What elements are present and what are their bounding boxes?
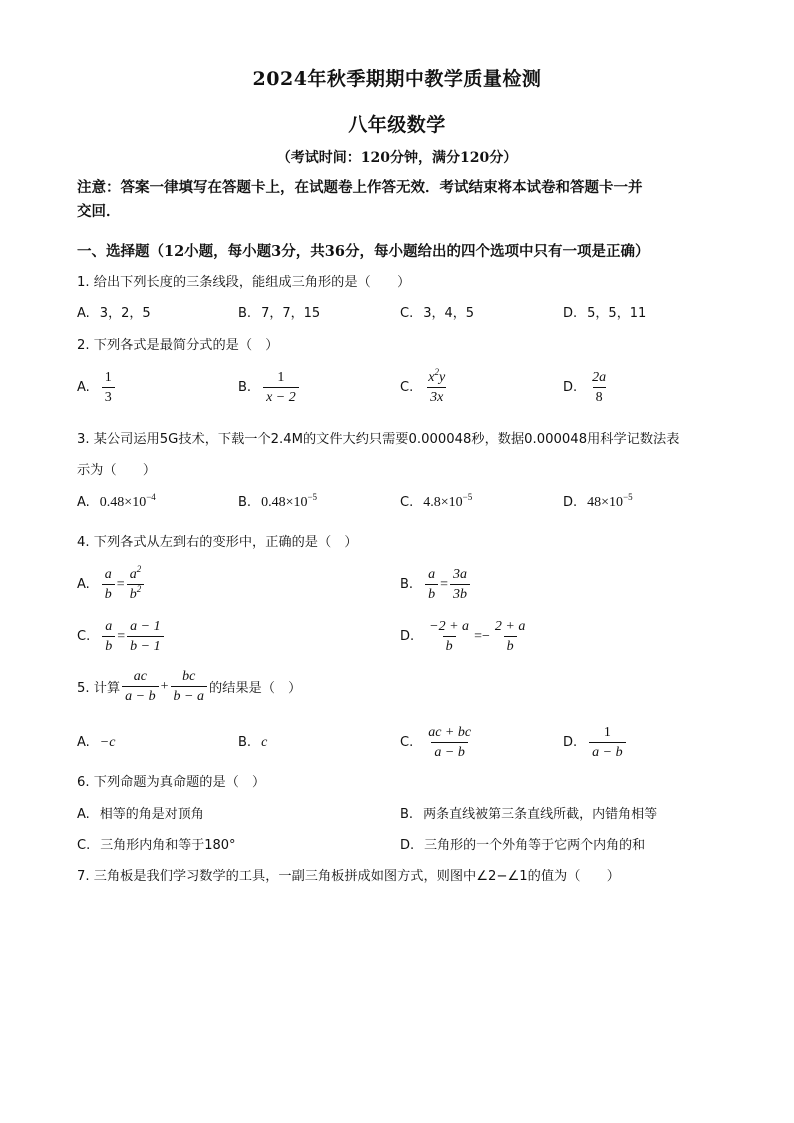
numerator: a: [105, 619, 113, 634]
fraction: [450, 566, 470, 603]
denominator: [127, 584, 145, 603]
exponent: −5: [462, 492, 473, 502]
denominator: b − a: [171, 686, 207, 705]
option-text: 三角形的一个外角等于它两个内角的和: [424, 838, 646, 853]
numerator: ac + bc: [428, 725, 472, 740]
section-heading: 一、选择题（12小题，每小题3分，共36分，每小题给出的四个选项中只有一项是正确）: [77, 243, 650, 260]
option-text: 3，2，5: [99, 306, 151, 321]
q5-option-a[interactable]: [77, 735, 115, 751]
plus-sign: +: [160, 678, 169, 694]
question-5-stem: [77, 668, 301, 705]
denominator: a − b: [122, 686, 158, 705]
fraction: [425, 724, 474, 761]
exponent: −5: [623, 492, 633, 502]
numerator: 3a: [452, 567, 467, 582]
fraction: [102, 369, 115, 406]
option-label: C.: [77, 838, 91, 853]
denominator: b − 1: [127, 636, 163, 655]
equals-sign: =: [117, 628, 126, 644]
q3-option-b[interactable]: [238, 492, 318, 511]
question-3-stem-line-2: 示为（ ）: [77, 463, 157, 478]
option-label: A.: [77, 495, 90, 510]
option-label: D.: [563, 306, 578, 321]
denominator: 3x: [427, 387, 446, 406]
equals-sign: =: [440, 576, 448, 592]
q3-option-d[interactable]: [563, 492, 633, 511]
fraction: [102, 618, 115, 655]
equals-sign: =: [474, 628, 482, 644]
q4-option-a[interactable]: [77, 566, 146, 603]
numerator: 1: [603, 725, 611, 740]
option-label: A.: [77, 380, 90, 395]
q1-option-c[interactable]: [400, 302, 474, 321]
stem-prefix: 5. 计算: [77, 681, 121, 696]
q1-option-d[interactable]: [563, 302, 646, 321]
base: b: [129, 587, 137, 602]
exponent: 2: [434, 367, 439, 377]
option-label: B.: [238, 735, 252, 750]
q6-option-b[interactable]: [400, 803, 657, 822]
fraction: [102, 566, 115, 603]
numerator: 1: [104, 370, 112, 385]
sci-notation: [587, 492, 633, 510]
sci-notation: [99, 492, 156, 510]
numerator: 2 + a: [494, 619, 526, 634]
option-label: D.: [563, 735, 578, 750]
option-label: B.: [238, 380, 252, 395]
numerator: [425, 369, 448, 387]
exponent: 2: [136, 564, 142, 574]
fraction: [425, 369, 448, 406]
numerator: 2a: [592, 370, 607, 385]
option-label: B.: [400, 577, 414, 592]
option-label: B.: [400, 807, 414, 822]
option-text: 5，5，11: [587, 306, 647, 321]
option-label: C.: [400, 306, 414, 321]
numerator: a: [428, 567, 436, 582]
option-text: 两条直线被第三条直线所截，内错角相等: [423, 807, 658, 822]
q5-option-b[interactable]: [238, 735, 267, 751]
option-label: A.: [77, 735, 90, 750]
denominator: b: [425, 584, 438, 603]
option-label: C.: [77, 629, 91, 644]
sci-notation: [261, 492, 318, 510]
variable: y: [438, 370, 446, 385]
option-expression: c: [261, 735, 268, 750]
q4-option-c[interactable]: [77, 618, 166, 655]
stem-suffix: 的结果是（ ）: [208, 681, 302, 696]
denominator: a − b: [589, 742, 625, 761]
numerator: ac: [133, 669, 147, 684]
base: 0.48×10: [99, 495, 147, 510]
option-label: A.: [77, 577, 90, 592]
option-text: 7，7，15: [261, 306, 321, 321]
fraction: [263, 369, 299, 406]
base: a: [129, 567, 137, 582]
fraction: [122, 668, 158, 705]
notice-line-1: 注意：答案一律填写在答题卡上，在试题卷上作答无效．考试结束将本试卷和答题卡一并: [77, 179, 643, 196]
option-label: B.: [238, 495, 252, 510]
question-2-stem: 2. 下列各式是最简分式的是（ ）: [77, 338, 279, 353]
numerator: [127, 566, 145, 584]
option-label: D.: [563, 495, 578, 510]
question-3-stem-line-1: 3. 某公司运用5G技术，下载一个2.4M的文件大约只需要0.000048秒，数据0.000048用科学记数法表: [77, 432, 680, 447]
question-1-stem: 1. 给出下列长度的三条线段，能组成三角形的是（ ）: [77, 275, 411, 290]
base: x: [428, 370, 435, 385]
question-7-stem: 7. 三角板是我们学习数学的工具，一副三角板拼成如图方式，则图中∠2−∠1的值为（ ）: [77, 869, 620, 884]
fraction: [425, 566, 438, 603]
option-label: B.: [238, 306, 252, 321]
option-label: A.: [77, 306, 90, 321]
question-4-stem: 4. 下列各式从左到右的变形中，正确的是（ ）: [77, 535, 358, 550]
numerator: a − 1: [130, 619, 161, 634]
sci-notation: [423, 492, 473, 510]
numerator: 1: [277, 370, 285, 385]
option-label: A.: [77, 807, 90, 822]
base: 0.48×10: [261, 495, 308, 510]
q3-option-a[interactable]: [77, 492, 156, 511]
notice: [77, 176, 717, 224]
fraction: [127, 618, 163, 655]
fraction: [589, 369, 609, 406]
denominator: a − b: [431, 742, 467, 761]
denominator: 8: [593, 387, 606, 406]
option-text: 相等的角是对顶角: [99, 807, 204, 822]
q2-option-a[interactable]: [77, 369, 117, 406]
fraction: [589, 724, 625, 761]
base: 4.8×10: [423, 495, 463, 510]
option-text: 三角形内角和等于180°: [100, 838, 236, 853]
q1-option-b[interactable]: [238, 302, 320, 321]
equals-sign: =: [116, 576, 125, 592]
q3-option-c[interactable]: [400, 492, 473, 511]
fraction: [426, 618, 472, 655]
q2-option-b[interactable]: [238, 369, 301, 406]
fraction: [171, 668, 207, 705]
question-6-stem: 6. 下列命题为真命题的是（ ）: [77, 775, 266, 790]
denominator: b: [443, 636, 456, 655]
exponent: −4: [146, 492, 156, 502]
option-expression: −c: [99, 735, 116, 750]
fraction: [127, 566, 145, 603]
option-label: C.: [400, 380, 414, 395]
q4-option-d[interactable]: [400, 618, 530, 655]
option-label: C.: [400, 735, 414, 750]
q6-option-a[interactable]: [77, 803, 204, 822]
q4-option-b[interactable]: [400, 566, 472, 603]
q5-option-c[interactable]: [400, 724, 476, 761]
denominator: 3b: [450, 584, 470, 603]
option-label: C.: [400, 495, 414, 510]
q6-option-c[interactable]: [77, 834, 236, 853]
exponent: 2: [136, 584, 142, 594]
q1-option-a[interactable]: [77, 302, 151, 321]
notice-line-2: 交回．: [77, 203, 121, 220]
q2-option-d[interactable]: [563, 369, 611, 406]
exam-title: 2024年秋季期期中教学质量检测: [252, 68, 542, 90]
q2-option-c[interactable]: [400, 369, 450, 406]
exponent: −5: [307, 492, 318, 502]
denominator: b: [504, 636, 517, 655]
q6-option-d[interactable]: [400, 834, 645, 853]
option-text: 3，4，5: [423, 306, 475, 321]
numerator: a: [104, 567, 112, 582]
option-label: D.: [563, 380, 578, 395]
denominator: x − 2: [263, 387, 299, 406]
numerator: −2 + a: [429, 619, 470, 634]
option-label: D.: [400, 838, 415, 853]
denominator: b: [102, 636, 115, 655]
fraction: [492, 618, 528, 655]
exam-subtitle: 八年级数学: [348, 114, 446, 136]
denominator: b: [102, 584, 115, 603]
exam-info: （考试时间：120分钟，满分120分）: [276, 150, 518, 166]
option-label: D.: [400, 629, 415, 644]
numerator: bc: [182, 669, 196, 684]
minus-sign: −: [481, 628, 490, 644]
denominator: 3: [102, 387, 115, 406]
q5-option-d[interactable]: [563, 724, 628, 761]
base: 48×10: [587, 495, 624, 510]
